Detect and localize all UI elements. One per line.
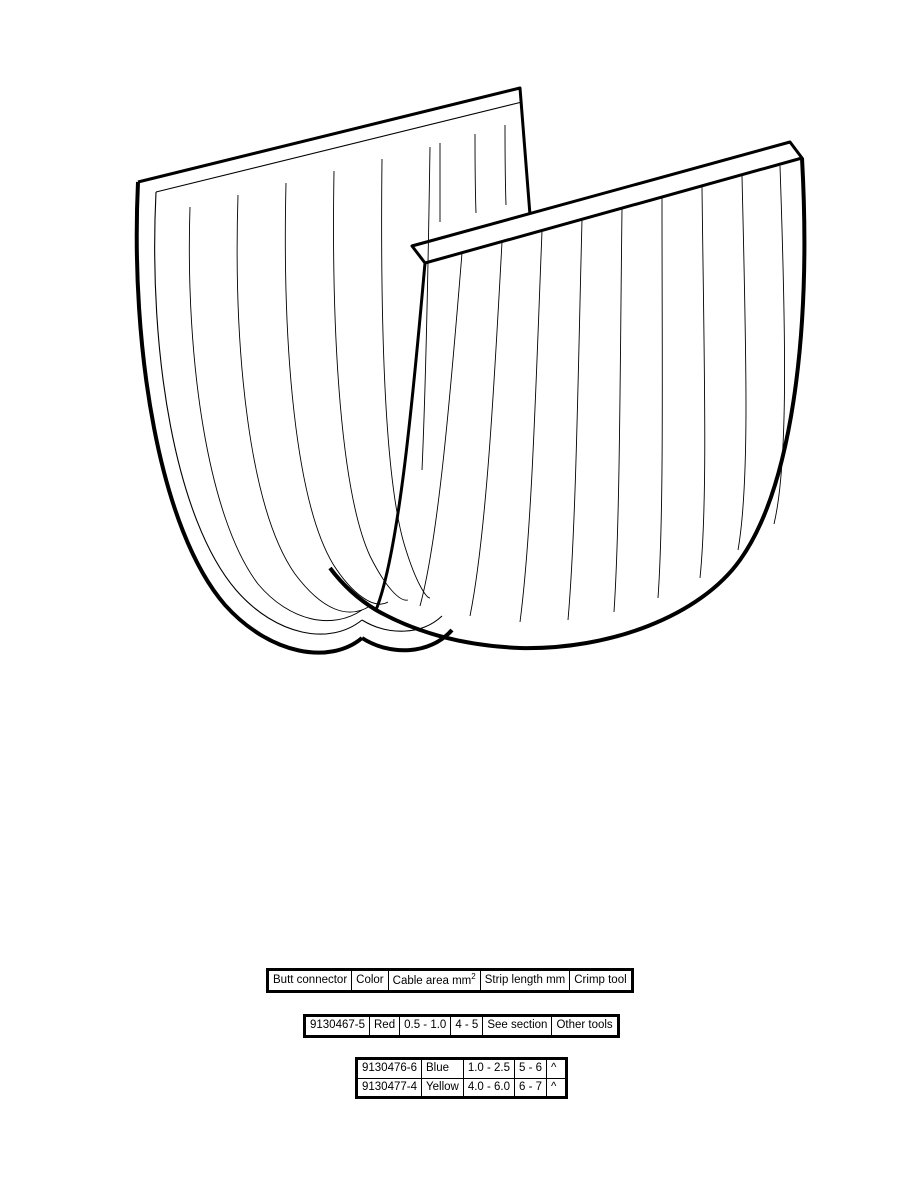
cell-part-number: 9130467-5 bbox=[305, 1016, 370, 1037]
table-row bbox=[357, 1078, 567, 1098]
spec-table-first-row bbox=[303, 1014, 620, 1038]
cell-crimp-tool-see-section: See section bbox=[483, 1016, 552, 1037]
cell-crimp-tool-other-tools: Other tools bbox=[552, 1016, 618, 1037]
col-cable-area-label: Cable area mm bbox=[392, 974, 472, 987]
cell-part-number: 9130477-4 bbox=[357, 1078, 422, 1098]
sleeve-illustration bbox=[90, 50, 850, 690]
sleeve-illustration-svg bbox=[90, 50, 850, 690]
cell-crimp-tool-ditto: ^ bbox=[547, 1078, 567, 1098]
col-color: Color bbox=[352, 970, 388, 992]
cell-color: Blue bbox=[422, 1059, 464, 1079]
cable-area-superscript: 2 bbox=[471, 972, 476, 981]
col-butt-connector: Butt connector bbox=[268, 970, 352, 992]
col-strip-length: Strip length mm bbox=[480, 970, 570, 992]
cell-cable-area: 0.5 - 1.0 bbox=[400, 1016, 451, 1037]
cell-color: Yellow bbox=[422, 1078, 464, 1098]
cell-cable-area: 1.0 - 2.5 bbox=[463, 1059, 514, 1079]
cell-strip-length: 4 - 5 bbox=[451, 1016, 483, 1037]
col-crimp-tool: Crimp tool bbox=[570, 970, 632, 992]
cell-part-number: 9130476-6 bbox=[357, 1059, 422, 1079]
cell-strip-length: 6 - 7 bbox=[515, 1078, 547, 1098]
table-row bbox=[268, 970, 633, 992]
table-row bbox=[305, 1016, 619, 1037]
cell-cable-area: 4.0 - 6.0 bbox=[463, 1078, 514, 1098]
cell-color: Red bbox=[370, 1016, 400, 1037]
spec-table-remaining-rows bbox=[355, 1057, 568, 1099]
col-cable-area bbox=[388, 970, 480, 992]
table-row bbox=[357, 1059, 567, 1079]
cell-strip-length: 5 - 6 bbox=[515, 1059, 547, 1079]
cell-crimp-tool-ditto: ^ bbox=[547, 1059, 567, 1079]
spec-table-header bbox=[266, 968, 634, 993]
